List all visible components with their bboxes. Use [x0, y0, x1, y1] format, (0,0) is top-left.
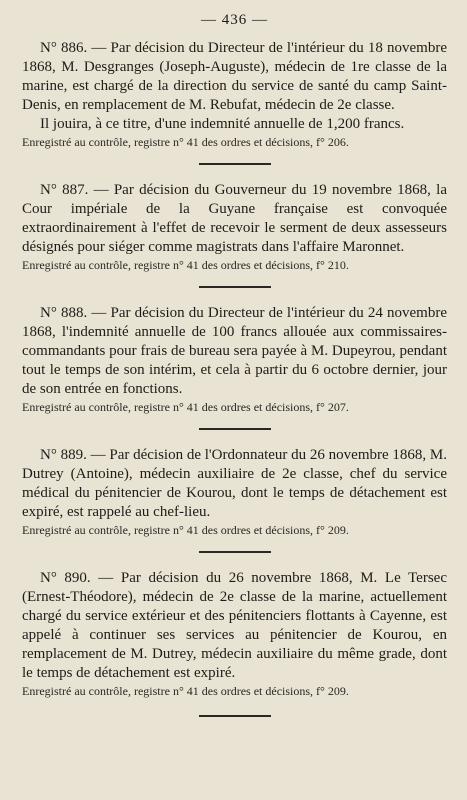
decision-entry-887: [22, 181, 447, 273]
decision-text: — Par décision du Directeur de l'intérieur du 24 novembre 1868, l'indemnité annuelle de 100 francs allouée aux commissaires-commandants pour frais de bureau sera payée à M. Dupeyrou, pendant tout le temps de son intérim, et cela à partir du 6 octobre dernier, jour de son entrée en fonctions.: [22, 305, 447, 397]
decision-text: — Par décision du 26 novembre 1868, M. Le Tersec (Ernest-Théodore), médecin de 2e classe de la marine, actuellement chargé du service extérieur et des pénitenciers flottants à Cayenne, est appelé à continuer ses services au pénitencier de Kourou, en remplacement de M. Dutrey, médecin auxiliaire du même grade, dont le temps de détachement est expiré.: [22, 570, 447, 681]
decision-extra-text: Il jouira, à ce titre, d'une indemnité annuelle de 1,200 francs.: [40, 116, 405, 132]
section-divider: [199, 163, 271, 165]
decision-number: N° 887.: [40, 182, 89, 198]
decision-text: — Par décision du Directeur de l'intérieur du 18 novembre 1868, M. Desgranges (Joseph-Auguste), médecin de 1re classe de la marine, est chargé de la direction du service de santé du camp Saint-Denis, en remplacement de M. Rebufat, médecin de 2e classe.: [22, 40, 447, 113]
decision-paragraph: [22, 304, 447, 399]
decision-paragraph: [22, 39, 447, 115]
section-divider: [199, 715, 271, 717]
decision-number: N° 888.: [40, 305, 88, 321]
page-number: — 436 —: [201, 12, 268, 28]
registration-note: Enregistré au contrôle, registre n° 41 des ordres et décisions, f° 209.: [22, 523, 349, 537]
decision-number: N° 889.: [40, 447, 87, 463]
decision-number: N° 886.: [40, 40, 88, 56]
decision-paragraph: [22, 446, 447, 522]
registration-note: Enregistré au contrôle, registre n° 41 des ordres et décisions, f° 206.: [22, 135, 349, 149]
registration-note: Enregistré au contrôle, registre n° 41 des ordres et décisions, f° 209.: [22, 684, 349, 698]
decision-paragraph: [22, 181, 447, 257]
decision-entry-889: [22, 446, 447, 538]
section-divider: [199, 551, 271, 553]
section-divider: [199, 428, 271, 430]
decision-text: — Par décision de l'Ordonnateur du 26 novembre 1868, M. Dutrey (Antoine), médecin auxiliaire de 2e classe, chef du service médical du pénitencier de Kourou, dont le temps de détachement est expiré, est rappelé au chef-lieu.: [22, 447, 448, 520]
decision-text: — Par décision du Gouverneur du 19 novembre 1868, la Cour impériale de la Guyane française est convoquée extraordinairement à l'effet de recevoir le serment de deux assesseurs désignés pour siéger comme magistrats dans l'affaire Maronnet.: [22, 182, 447, 255]
registration-note: Enregistré au contrôle, registre n° 41 des ordres et décisions, f° 207.: [22, 400, 349, 414]
section-divider: [199, 286, 271, 288]
decision-entry-886: [22, 39, 447, 150]
decision-entry-890: [22, 569, 447, 699]
decision-paragraph: [22, 569, 447, 683]
registration-note: Enregistré au contrôle, registre n° 41 des ordres et décisions, f° 210.: [22, 258, 349, 272]
decision-number: N° 890.: [40, 570, 91, 586]
decision-entry-888: [22, 304, 447, 415]
